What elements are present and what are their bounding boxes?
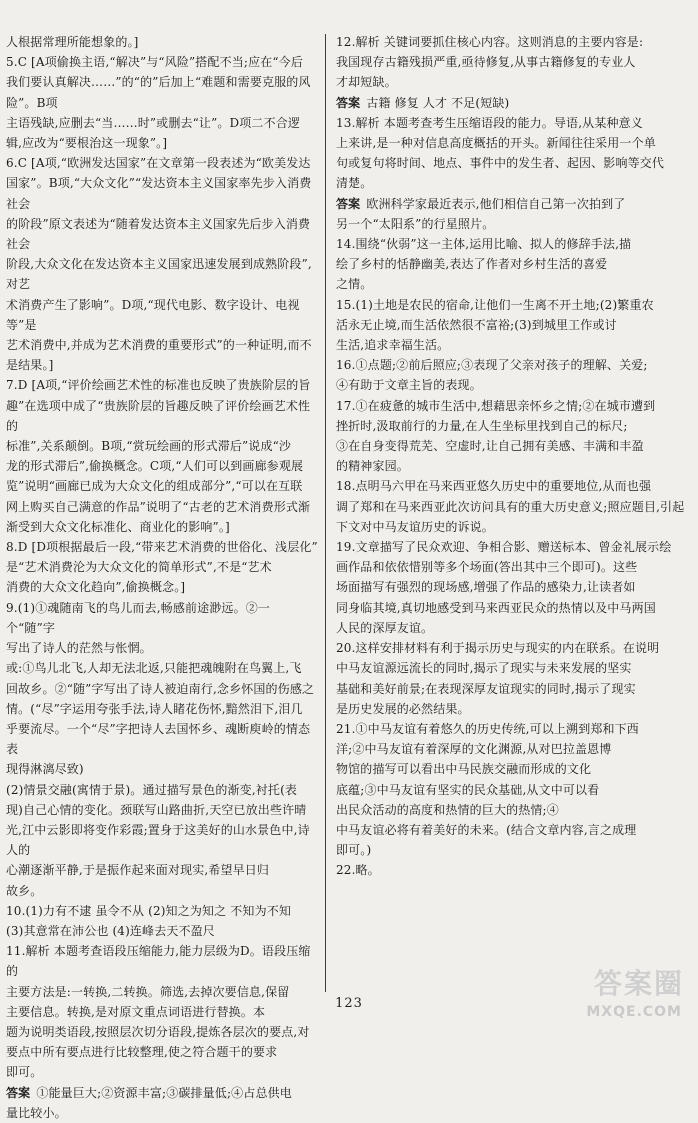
text-line: 清楚。 — [336, 176, 373, 191]
left-column — [6, 32, 318, 1123]
text-line: 术消费产生了影响”。D项,“现代电影、数字设计、电视等”是 — [6, 297, 300, 332]
text-line: 题为说明类语段,按照层次切分语段,提炼各层次的要点,对 — [6, 1024, 310, 1039]
answer-entry — [336, 860, 690, 880]
text-line: 18.点明马六甲在马来西亚悠久历史中的重要地位,从而也强 — [336, 479, 652, 494]
text-line: 6.C [A项,“欧洲发达国家”在文章第一段表述为“欧美发达 — [6, 156, 311, 171]
text-line: (2)情景交融(寓情于景)。通过描写景色的渐变,衬托(表 — [6, 782, 298, 797]
text-line: 要点中所有要点进行比较整理,使之符合题干的要求 — [6, 1045, 278, 1060]
answer-entry — [6, 941, 318, 1082]
answer-entry — [6, 1083, 318, 1123]
text-line: 阶段,大众文化在发达资本主义国家迅速发展到成熟阶段”,对艺 — [6, 257, 312, 292]
text-line: 龙的形式滞后”,偷换概念。C项,“人们可以到画廊参观展 — [6, 459, 304, 474]
answer-label: 答案 — [6, 1085, 31, 1100]
text-line: 即可。 — [6, 1065, 43, 1080]
text-line: 故乡。 — [6, 883, 43, 898]
answer-line-continued: 量比较小。 — [6, 1105, 67, 1120]
text-line: 即可。) — [336, 843, 372, 858]
text-line: 辑,应改为“要根治这一现象”。] — [6, 136, 168, 151]
text-line: 19.文章描写了民众欢迎、争相合影、赠送标本、曾金礼展示绘 — [336, 540, 672, 555]
text-line: 8.D [D项根据最后一段,“带来艺术消费的世俗化、浅层化” — [6, 540, 318, 555]
text-line: 洋;②中马友谊有着深厚的文化渊源,从对巴拉盖恩博 — [336, 742, 612, 757]
text-line: 14.围绕“伙弱”这一主体,运用比喻、拟人的修辞手法,描 — [336, 237, 632, 252]
answer-entry — [336, 638, 690, 719]
text-line: 22.略。 — [336, 863, 380, 878]
text-line: 21.①中马友谊有着悠久的历史传统,可以上溯到郑和下西 — [336, 721, 639, 736]
text-line: 心潮逐渐平静,于是振作起来面对现实,希望早日归 — [6, 863, 270, 878]
text-line: 同身临其境,真切地感受到马来西亚民众的热情以及中马两国 — [336, 600, 656, 615]
answer-entry — [6, 901, 318, 941]
text-line: 是历史发展的必然结果。 — [336, 701, 470, 716]
text-line: 渐受到大众文化标准化、商业化的影响”。] — [6, 519, 230, 534]
answer-entry — [336, 476, 690, 537]
text-line: 中马友谊必将有着美好的未来。(结合文章内容,言之成理 — [336, 822, 637, 837]
answer-line-continued: 另一个“太阳系”的行星照片。 — [336, 216, 495, 231]
text-line: 20.这样安排材料有利于揭示历史与现实的内在联系。在说明 — [336, 641, 660, 656]
answer-entry — [6, 375, 318, 537]
answer-line — [336, 93, 690, 113]
text-line: 10.(1)力有不逮 虽令不从 (2)知之为知之 不知为不知 — [6, 903, 292, 918]
text-line: 基础和美好前景;在表现深厚友谊现实的同时,揭示了现实 — [336, 681, 636, 696]
answer-entry — [336, 93, 690, 113]
text-line: 主语残缺,应删去“当……时”或删去“让”。D项二不合逻 — [6, 115, 301, 130]
text-line: ④有助于文章主旨的表现。 — [336, 378, 482, 393]
answer-entry — [336, 355, 690, 395]
text-line: 是“艺术消费沦为大众文化的简单形式”,不是“艺术 — [6, 560, 272, 575]
text-line: 上来讲,是一种对信息高度概括的开头。新闻往往采用一个单 — [336, 136, 656, 151]
page-number: 123 — [335, 996, 363, 1011]
answer-text: ①能量巨大;②资源丰富;③碳排量低;④占总供电 — [36, 1085, 292, 1100]
answer-entry — [6, 537, 318, 598]
text-line: 的精神家园。 — [336, 459, 409, 474]
text-line: 挫折时,汲取前行的力量,在人生坐标里找到自己的标尺; — [336, 418, 628, 433]
text-line: 标准”,关系颠倒。B项,“赏玩绘画的形式滞后”说成“沙 — [6, 439, 292, 454]
text-line: 的阶段”原文表述为“随着发达资本主义国家先后步入消费社会 — [6, 216, 311, 252]
text-line: 场面描写有强烈的现场感,增强了作品的感染力,让读者如 — [336, 580, 636, 595]
text-line: 览”说明“画廊已成为大众文化的组成部分”,“可以在互联 — [6, 479, 303, 494]
text-line: 11.解析 本题考查语段压缩能力,能力层级为D。语段压缩的 — [6, 944, 311, 979]
answer-line — [6, 1083, 318, 1103]
text-line: 情。(“尽”字运用夸张手法,诗人睹花伤怀,黯然泪下,泪几 — [6, 701, 303, 716]
answer-line — [336, 194, 690, 214]
text-line: 现得淋漓尽致) — [6, 762, 84, 777]
answer-entry — [336, 32, 690, 93]
text-line: 底蕴;③中马友谊有坚实的民众基础,从文中可以看 — [336, 782, 600, 797]
text-line: 回故乡。②“随”字写出了诗人被迫南行,念乡怀国的伤感之 — [6, 681, 315, 696]
watermark-logo — [548, 962, 688, 1020]
text-line: 下文对中马友谊历史的诉说。 — [336, 519, 494, 534]
text-line: 17.①在疲惫的城市生活中,想藉思亲怀乡之情;②在城市遭到 — [336, 398, 656, 413]
text-line: 句或复句将时间、地点、事件中的发生者、起因、影响等交代 — [336, 156, 665, 171]
column-divider — [325, 34, 326, 992]
text-line: 5.C [A项偷换主语,“解决”与“风险”搭配不当;应在“今后 — [6, 55, 303, 70]
text-line: 或:①鸟儿北飞,人却无法北返,只能把魂魄附在鸟翼上,飞 — [6, 661, 302, 676]
text-line: 光,江中云影即将变作彩霞;置身于这美好的山水景色中,诗人的 — [6, 822, 310, 858]
text-line: 16.①点题;②前后照应;③表现了父亲对孩子的理解、关爱; — [336, 358, 648, 373]
text-line: 之情。 — [336, 277, 373, 292]
text-line: 生活,追求幸福生活。 — [336, 338, 450, 353]
text-line: 网上购买自己满意的作品”说明了“古老的艺术消费形式渐 — [6, 499, 311, 514]
text-line: (3)其意常在沛公也 (4)连峰去天不盈尺 — [6, 923, 215, 938]
text-line: 国家”。B项,“大众文化”“发达资本主义国家率先步入消费社会 — [6, 176, 312, 211]
right-column — [336, 32, 690, 881]
text-line: 主要信息。转换,是对原文重点词语进行替换。本 — [6, 1004, 266, 1019]
answer-entry — [6, 32, 318, 52]
answer-text: 古籍 修复 人才 不足(短缺) — [366, 95, 510, 110]
answer-entry — [6, 598, 318, 901]
text-line: 才却短缺。 — [336, 75, 397, 90]
text-line: 调了郑和在马来西亚此次访问具有的重大历史意义;照应题目,引起 — [336, 499, 685, 514]
text-line: 画作品和依依惜别等多个场面(答出其中三个即可)。这些 — [336, 560, 638, 575]
answer-entry — [336, 719, 690, 860]
text-line: 活永无止境,而生活依然很不富裕;(3)到城里工作或讨 — [336, 317, 617, 332]
text-line: 中马友谊源远流长的同时,揭示了现实与未来发展的坚实 — [336, 661, 632, 676]
text-line: 12.解析 关键词要抓住核心内容。这则消息的主要内容是: — [336, 35, 644, 49]
text-line: 7.D [A项,“评价绘画艺术性的标准也反映了贵族阶层的旨 — [6, 378, 311, 393]
text-line: 乎要流尽。一个“尽”字把诗人去国怀乡、魂断庾岭的情态表 — [6, 721, 311, 757]
text-line: 人民的深厚友谊。 — [336, 620, 434, 635]
text-line: 消费的大众文化趋向”,偷换概念。] — [6, 580, 186, 595]
answer-entry — [6, 153, 318, 375]
text-line: 趣”在选项中成了“贵族阶层的旨趣反映了评价绘画艺术性的 — [6, 398, 311, 433]
text-line: 物馆的描写可以看出中马民族交融而形成的文化 — [336, 762, 592, 777]
text-line: 主要方法是:一转换,二转换。筛选,去掉次要信息,保留 — [6, 984, 290, 999]
answer-entry — [336, 396, 690, 477]
answer-label: 答案 — [336, 196, 361, 211]
text-line: 艺术消费中,并成为艺术消费的重要形式”的一种证明,而不 — [6, 338, 312, 353]
text-line: 人根据常理所能想象的。] — [6, 35, 139, 49]
text-line: 绘了乡村的恬静幽美,表达了作者对乡村生活的喜爱 — [336, 257, 608, 272]
text-line: 我国现存古籍残损严重,亟待修复,从事古籍修复的专业人 — [336, 55, 636, 70]
watermark-url: MXQE.COM — [586, 1004, 682, 1020]
text-line: 15.(1)土地是农民的宿命,让他们一生离不开土地;(2)繁重农 — [336, 297, 654, 312]
text-line: 我们要认真解决……”的“的”后加上“难题和需要克服的风险”。B项 — [6, 75, 311, 110]
answer-entry — [336, 194, 690, 234]
text-line: 现)自己心情的变化。颈联写山路曲折,天空已放出些许晴 — [6, 802, 307, 817]
answer-entry — [336, 295, 690, 356]
text-line: 写出了诗人的茫然与怅惘。 — [6, 641, 152, 656]
answer-text: 欧洲科学家最近表示,他们相信自己第一次拍到了 — [366, 196, 626, 211]
watermark-logo-text: 答案圈 — [593, 967, 684, 1000]
text-line: 9.(1)①魂随南飞的鸟儿而去,畅感前途渺远。②一个“随”字 — [6, 600, 271, 635]
text-line: ③在自身变得荒芜、空虚时,让自己拥有美感、丰满和丰盈 — [336, 439, 644, 454]
text-line: 出民众活动的高度和热情的巨大的热情;④ — [336, 802, 559, 817]
answer-entry — [336, 234, 690, 295]
answer-entry — [336, 113, 690, 194]
answer-entry — [336, 537, 690, 638]
answer-label: 答案 — [336, 95, 361, 110]
text-line: 是结果。] — [6, 358, 54, 373]
text-line: 13.解析 本题考查考生压缩语段的能力。导语,从某种意义 — [336, 115, 643, 130]
answer-entry — [6, 52, 318, 153]
